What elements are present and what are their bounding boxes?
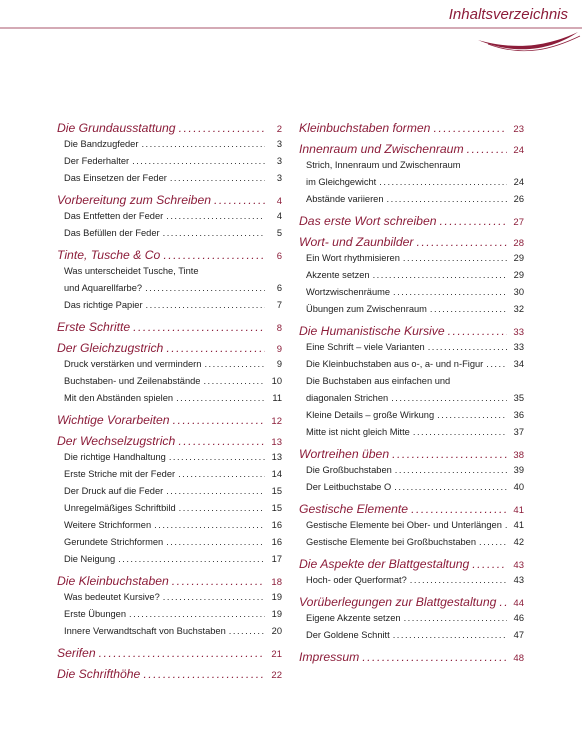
toc-page-number: 19	[271, 609, 282, 619]
toc-subentry[interactable]	[57, 626, 282, 643]
toc-subentry[interactable]	[57, 393, 282, 410]
toc-entry-label: Mitte ist nicht gleich Mitte	[306, 427, 410, 437]
dot-leader	[229, 626, 265, 636]
toc-page-number: 33	[513, 342, 524, 352]
toc-page-number: 22	[271, 670, 282, 681]
toc-chapter-entry[interactable]	[299, 447, 524, 465]
toc-chapter-entry[interactable]	[57, 434, 282, 452]
toc-page-number: 44	[513, 598, 524, 609]
page-title: Inhaltsverzeichnis	[448, 6, 568, 23]
toc-page-number: 6	[276, 283, 282, 293]
toc-page-number: 3	[276, 139, 282, 149]
toc-subentry[interactable]	[57, 266, 282, 283]
toc-subentry[interactable]	[299, 630, 524, 647]
toc-page-number: 2	[276, 124, 282, 135]
toc-entry-label: Vorbereitung zum Schreiben	[57, 193, 212, 207]
toc-chapter-entry[interactable]	[299, 595, 524, 613]
dot-leader	[373, 270, 507, 280]
toc-entry-label: Das Befüllen der Feder	[64, 228, 160, 238]
toc-entry-label: Abstände variieren	[306, 194, 384, 204]
toc-entry-label: Der Wechselzugstrich	[57, 434, 176, 448]
dot-leader	[145, 283, 265, 293]
toc-entry-label: Druck verstärken und vermindern	[64, 359, 202, 369]
dot-leader	[179, 121, 265, 135]
dot-leader	[428, 342, 507, 352]
toc-subentry[interactable]	[299, 160, 524, 177]
dot-leader	[448, 324, 507, 338]
toc-page-number: 21	[271, 649, 282, 660]
dot-leader	[99, 646, 265, 660]
toc-subentry[interactable]	[57, 609, 282, 626]
toc-subentry[interactable]	[299, 342, 524, 359]
dot-leader	[203, 376, 265, 386]
toc-entry-label: Die Großbuchstaben	[306, 465, 392, 475]
toc-entry-label: Kleine Details – große Wirkung	[306, 410, 435, 420]
toc-entry-label: Die Neigung	[64, 554, 116, 564]
dot-leader	[393, 630, 507, 640]
toc-page-number: 16	[271, 520, 282, 530]
dot-leader	[395, 465, 507, 475]
toc-page-number: 43	[513, 560, 524, 571]
toc-subentry[interactable]	[57, 503, 282, 520]
toc-right-column	[299, 118, 524, 668]
toc-entry-label: Der Goldene Schnitt	[306, 630, 390, 640]
toc-entry-label: Erste Übungen	[64, 609, 127, 619]
toc-page-number: 3	[276, 173, 282, 183]
toc-entry-label: Die Kleinbuchstaben aus o-, a- und n-Figur	[306, 359, 484, 369]
dot-leader	[129, 609, 265, 619]
toc-entry-label: Buchstaben- und Zeilenabstände	[64, 376, 201, 386]
toc-entry-label: Vorüberlegungen zur Blattgestaltung	[299, 595, 497, 609]
toc-chapter-entry[interactable]	[57, 193, 282, 211]
toc-entry-label: Ein Wort rhythmisieren	[306, 253, 400, 263]
toc-entry-label: Akzente setzen	[306, 270, 370, 280]
toc-entry-label: Was bedeutet Kursive?	[64, 592, 160, 602]
toc-subentry[interactable]	[299, 359, 524, 376]
dot-leader	[379, 177, 507, 187]
toc-entry-label: diagonalen Strichen	[306, 393, 389, 403]
toc-page-number: 17	[271, 554, 282, 564]
toc-page-number: 24	[513, 145, 524, 156]
dot-leader	[146, 300, 265, 310]
toc-page-number: 19	[271, 592, 282, 602]
dot-leader	[169, 452, 265, 462]
toc-chapter-entry[interactable]	[299, 235, 524, 253]
toc-entry-label: Die Aspekte der Blattgestaltung	[299, 557, 470, 571]
toc-subentry[interactable]	[299, 393, 524, 410]
toc-entry-label: Serifen	[57, 646, 96, 660]
toc-entry-label: Unregelmäßiges Schriftbild	[64, 503, 176, 513]
toc-page-number: 8	[276, 323, 282, 334]
toc-page-number: 33	[513, 327, 524, 338]
toc-entry-label: Weitere Strichformen	[64, 520, 152, 530]
toc-subentry[interactable]	[57, 228, 282, 245]
dot-leader	[486, 359, 507, 369]
dot-leader	[172, 574, 265, 588]
dot-leader	[141, 139, 265, 149]
toc-page-number: 4	[276, 196, 282, 207]
dot-leader	[391, 393, 507, 403]
dot-leader	[170, 173, 265, 183]
toc-left-column	[57, 118, 282, 685]
toc-entry-label: Übungen zum Zwischenraum	[306, 304, 427, 314]
toc-subentry[interactable]	[57, 554, 282, 571]
dot-leader	[479, 537, 507, 547]
toc-chapter-entry[interactable]	[299, 324, 524, 342]
toc-page-number: 16	[271, 537, 282, 547]
toc-entry-label: Impressum	[299, 650, 360, 664]
toc-page-number: 46	[513, 613, 524, 623]
dot-leader	[204, 359, 265, 369]
toc-page-number: 27	[513, 217, 524, 228]
toc-page-number: 42	[513, 537, 524, 547]
toc-page-number: 10	[271, 376, 282, 386]
dot-leader	[433, 121, 507, 135]
dot-leader	[163, 248, 265, 262]
toc-page-number: 23	[513, 124, 524, 135]
dot-leader	[166, 341, 265, 355]
dot-leader	[118, 554, 265, 564]
dot-leader	[437, 410, 507, 420]
dot-leader	[166, 486, 265, 496]
toc-entry-label: Die Buchstaben aus einfachen und	[306, 376, 451, 386]
toc-subentry[interactable]	[57, 211, 282, 228]
toc-entry-label: Wortzwischenräume	[306, 287, 391, 297]
toc-subentry[interactable]	[57, 452, 282, 469]
toc-entry-label: Erste Striche mit der Feder	[64, 469, 176, 479]
toc-page-number: 34	[513, 359, 524, 369]
toc-page-number: 36	[513, 410, 524, 420]
dot-leader	[411, 502, 507, 516]
toc-entry-label: Hoch- oder Querformat?	[306, 575, 407, 585]
toc-subentry[interactable]	[57, 283, 282, 300]
toc-page-number: 4	[276, 211, 282, 221]
toc-subentry[interactable]	[57, 300, 282, 317]
toc-entry-label: Eigene Akzente setzen	[306, 613, 401, 623]
dot-leader	[178, 469, 265, 479]
toc-chapter-entry[interactable]	[57, 646, 282, 664]
toc-subentry[interactable]	[299, 194, 524, 211]
toc-entry-label: Der Federhalter	[64, 156, 130, 166]
toc-page-number: 32	[513, 304, 524, 314]
dot-leader	[403, 253, 507, 263]
toc-subentry[interactable]	[57, 376, 282, 393]
toc-page-number: 24	[513, 177, 524, 187]
toc-subentry[interactable]	[57, 520, 282, 537]
toc-page-number: 6	[276, 251, 282, 262]
toc-entry-label: Das Einsetzen der Feder	[64, 173, 167, 183]
toc-entry-label: Innere Verwandtschaft von Buchstaben	[64, 626, 226, 636]
toc-page-number: 41	[513, 520, 524, 530]
toc-page-number: 9	[276, 359, 282, 369]
dot-leader	[505, 520, 507, 530]
dot-leader	[214, 193, 265, 207]
toc-subentry[interactable]	[299, 613, 524, 630]
toc-subentry[interactable]	[299, 465, 524, 482]
dot-leader	[178, 434, 265, 448]
toc-chapter-entry[interactable]	[57, 341, 282, 359]
toc-subentry[interactable]	[299, 410, 524, 427]
toc-page-number: 39	[513, 465, 524, 475]
toc-page-number: 7	[276, 300, 282, 310]
dot-leader	[413, 427, 507, 437]
toc-chapter-entry[interactable]	[299, 214, 524, 232]
toc-entry-label: Die Schrifthöhe	[57, 667, 141, 681]
toc-subentry[interactable]	[299, 537, 524, 554]
toc-subentry[interactable]	[57, 537, 282, 554]
toc-entry-label: Strich, Innenraum und Zwischenraum	[306, 160, 461, 170]
dot-leader	[499, 595, 507, 609]
dot-leader	[416, 235, 507, 249]
dot-leader	[176, 393, 265, 403]
toc-subentry[interactable]	[299, 520, 524, 537]
toc-chapter-entry[interactable]	[299, 502, 524, 520]
toc-chapter-entry[interactable]	[299, 650, 524, 668]
toc-page-number: 12	[271, 416, 282, 427]
dot-leader	[362, 650, 507, 664]
dot-leader	[166, 537, 265, 547]
page-header	[0, 0, 582, 60]
dot-leader	[440, 214, 508, 228]
toc-subentry[interactable]	[57, 139, 282, 156]
toc-entry-label: Wortreihen üben	[299, 447, 390, 461]
toc-chapter-entry[interactable]	[299, 121, 524, 139]
toc-page-number: 40	[513, 482, 524, 492]
dot-leader	[410, 575, 507, 585]
toc-entry-label: Kleinbuchstaben formen	[299, 121, 431, 135]
toc-page-number: 11	[272, 393, 282, 403]
dot-leader	[394, 482, 507, 492]
toc-entry-label: Das Entfetten der Feder	[64, 211, 164, 221]
toc-entry-label: Die Kleinbuchstaben	[57, 574, 169, 588]
toc-entry-label: Eine Schrift – viele Varianten	[306, 342, 425, 352]
toc-chapter-entry[interactable]	[57, 320, 282, 338]
toc-entry-label: im Gleichgewicht	[306, 177, 377, 187]
toc-page-number: 26	[513, 194, 524, 204]
toc-entry-label: Das richtige Papier	[64, 300, 143, 310]
toc-chapter-entry[interactable]	[299, 557, 524, 575]
toc-subentry[interactable]	[299, 304, 524, 321]
toc-entry-label: Der Gleichzugstrich	[57, 341, 164, 355]
toc-subentry[interactable]	[57, 592, 282, 609]
toc-entry-label: Gestische Elemente bei Großbuchstaben	[306, 537, 477, 547]
toc-page-number: 38	[513, 450, 524, 461]
toc-chapter-entry[interactable]	[57, 574, 282, 592]
toc-subentry[interactable]	[57, 156, 282, 173]
dot-leader	[393, 287, 507, 297]
toc-chapter-entry[interactable]	[57, 667, 282, 685]
toc-entry-label: Mit den Abständen spielen	[64, 393, 174, 403]
toc-page-number: 15	[271, 486, 282, 496]
toc-entry-label: Die richtige Handhaltung	[64, 452, 166, 462]
dot-leader	[143, 667, 265, 681]
toc-entry-label: Erste Schritte	[57, 320, 131, 334]
toc-entry-label: Der Druck auf die Feder	[64, 486, 164, 496]
toc-page-number: 29	[513, 270, 524, 280]
toc-chapter-entry[interactable]	[57, 248, 282, 266]
dot-leader	[132, 156, 265, 166]
toc-page-number: 18	[271, 577, 282, 588]
toc-subentry[interactable]	[299, 177, 524, 194]
toc-entry-label: Innenraum und Zwischenraum	[299, 142, 464, 156]
dot-leader	[430, 304, 507, 314]
toc-page-number: 37	[513, 427, 524, 437]
toc-page-number: 9	[276, 344, 282, 355]
dot-leader	[163, 592, 265, 602]
toc-entry-label: Was unterscheidet Tusche, Tinte	[64, 266, 199, 276]
toc-chapter-entry[interactable]	[57, 413, 282, 431]
toc-entry-label: Gestische Elemente bei Ober- und Unterlängen	[306, 520, 502, 530]
toc-page-number: 5	[276, 228, 282, 238]
toc-entry-label: und Aquarellfarbe?	[64, 283, 143, 293]
toc-entry-label: Das erste Wort schreiben	[299, 214, 437, 228]
toc-subentry[interactable]	[299, 287, 524, 304]
toc-subentry[interactable]	[57, 469, 282, 486]
toc-entry-label: Die Grundausstattung	[57, 121, 176, 135]
dot-leader	[392, 447, 507, 461]
dot-leader	[166, 211, 265, 221]
toc-page-number: 13	[271, 452, 282, 462]
toc-subentry[interactable]	[299, 376, 524, 393]
dot-leader	[173, 413, 265, 427]
toc-entry-label: Der Leitbuchstabe O	[306, 482, 392, 492]
toc-page-number: 43	[513, 575, 524, 585]
dot-leader	[179, 503, 265, 513]
toc-entry-label: Die Bandzugfeder	[64, 139, 139, 149]
toc-page-number: 35	[513, 393, 524, 403]
toc-page-number: 28	[513, 238, 524, 249]
dot-leader	[404, 613, 507, 623]
toc-page-number: 47	[513, 630, 524, 640]
toc-entry-label: Gerundete Strichformen	[64, 537, 164, 547]
toc-page-number: 14	[271, 469, 282, 479]
toc-chapter-entry[interactable]	[57, 121, 282, 139]
toc-entry-label: Wort- und Zaunbilder	[299, 235, 414, 249]
toc-entry-label: Tinte, Tusche & Co	[57, 248, 161, 262]
toc-subentry[interactable]	[57, 486, 282, 503]
toc-entry-label: Wichtige Vorarbeiten	[57, 413, 170, 427]
toc-subentry[interactable]	[299, 427, 524, 444]
toc-page-number: 13	[271, 437, 282, 448]
toc-page-number: 30	[513, 287, 524, 297]
toc-entry-label: Gestische Elemente	[299, 502, 409, 516]
dot-leader	[467, 142, 507, 156]
toc-entry-label: Die Humanistische Kursive	[299, 324, 445, 338]
toc-subentry[interactable]	[299, 482, 524, 499]
toc-page-number: 3	[276, 156, 282, 166]
toc-page-number: 41	[513, 505, 524, 516]
toc-subentry[interactable]	[299, 575, 524, 592]
dot-leader	[133, 320, 265, 334]
dot-leader	[163, 228, 265, 238]
toc-page-number: 20	[271, 626, 282, 636]
toc-page-number: 48	[513, 653, 524, 664]
toc-subentry[interactable]	[57, 359, 282, 376]
toc-page-number: 15	[271, 503, 282, 513]
toc-chapter-entry[interactable]	[299, 142, 524, 160]
toc-subentry[interactable]	[57, 173, 282, 190]
dot-leader	[154, 520, 265, 530]
dot-leader	[472, 557, 507, 571]
toc-page-number: 29	[513, 253, 524, 263]
dot-leader	[387, 194, 507, 204]
toc-subentry[interactable]	[299, 270, 524, 287]
toc-subentry[interactable]	[299, 253, 524, 270]
